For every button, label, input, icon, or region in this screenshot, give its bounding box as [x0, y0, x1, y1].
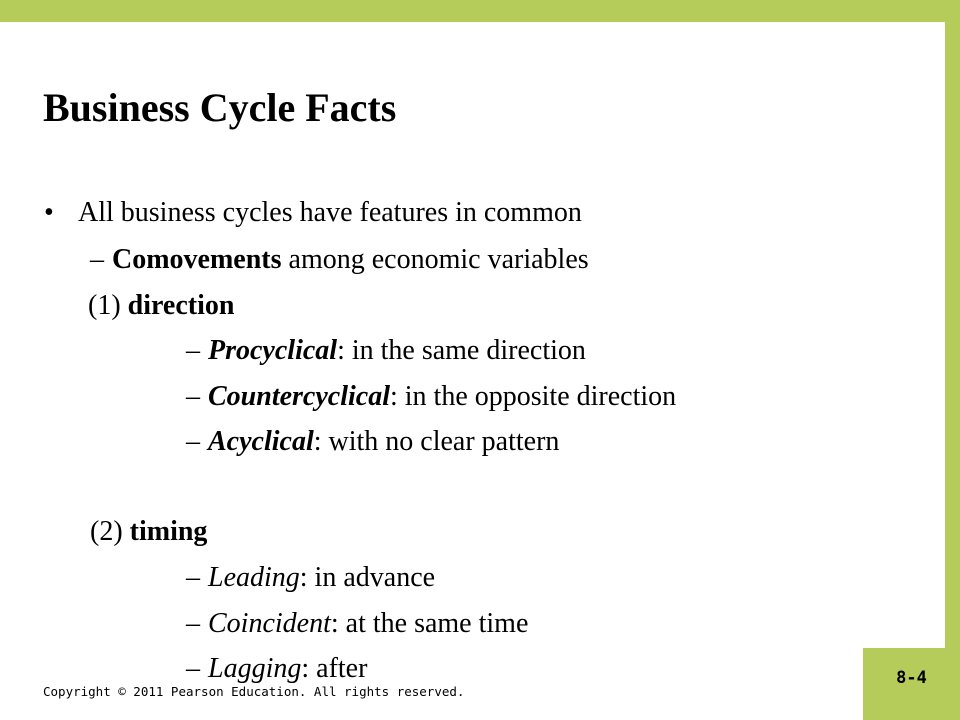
item-term: Lagging: [208, 653, 302, 684]
sub-bullet-line: [90, 243, 589, 277]
item-dash: –: [186, 562, 200, 593]
bullet-text: All business cycles have features in common: [78, 197, 582, 228]
timing-item-coincident: [186, 607, 528, 641]
slide-title: Business Cycle Facts: [43, 85, 397, 130]
timing-item-leading: [186, 561, 435, 595]
copyright-footer: Copyright © 2011 Pearson Education. All rights reserved.: [43, 684, 465, 699]
slide-canvas: [0, 22, 945, 720]
timing-heading: [90, 515, 207, 549]
bullet-symbol: •: [44, 197, 54, 228]
item-term: Countercyclical: [208, 381, 390, 412]
direction-item-acyclical: [186, 425, 559, 459]
item-description: : in the opposite direction: [389, 381, 677, 412]
bullet-line: [44, 196, 582, 230]
timing-item-lagging: [186, 652, 367, 686]
direction-item-countercyclical: [186, 380, 676, 414]
sub-bullet-text: among economic variables: [281, 244, 589, 275]
item-dash: –: [186, 608, 200, 639]
item-description: : after: [301, 653, 368, 684]
direction-label: direction: [127, 290, 235, 321]
sub-bullet-dash: –: [90, 244, 104, 275]
item-dash: –: [186, 426, 200, 457]
direction-item-procyclical: [186, 334, 586, 368]
item-term: Acyclical: [208, 426, 314, 457]
item-term: Leading: [208, 562, 300, 593]
page-number-box: [863, 648, 960, 720]
sub-bullet-bold: Comovements: [112, 244, 282, 275]
item-description: : in advance: [299, 562, 436, 593]
timing-label: timing: [129, 516, 208, 547]
item-term: Procyclical: [208, 335, 338, 366]
direction-prefix: (1): [88, 290, 128, 321]
timing-prefix: (2): [90, 516, 130, 547]
item-description: : at the same time: [330, 608, 529, 639]
item-term: Coincident: [208, 608, 331, 639]
item-dash: –: [186, 381, 200, 412]
item-description: : in the same direction: [337, 335, 586, 366]
item-description: : with no clear pattern: [313, 426, 560, 457]
page-number: 8-4: [896, 668, 927, 688]
item-dash: –: [186, 653, 200, 684]
direction-heading: [88, 289, 234, 323]
item-dash: –: [186, 335, 200, 366]
